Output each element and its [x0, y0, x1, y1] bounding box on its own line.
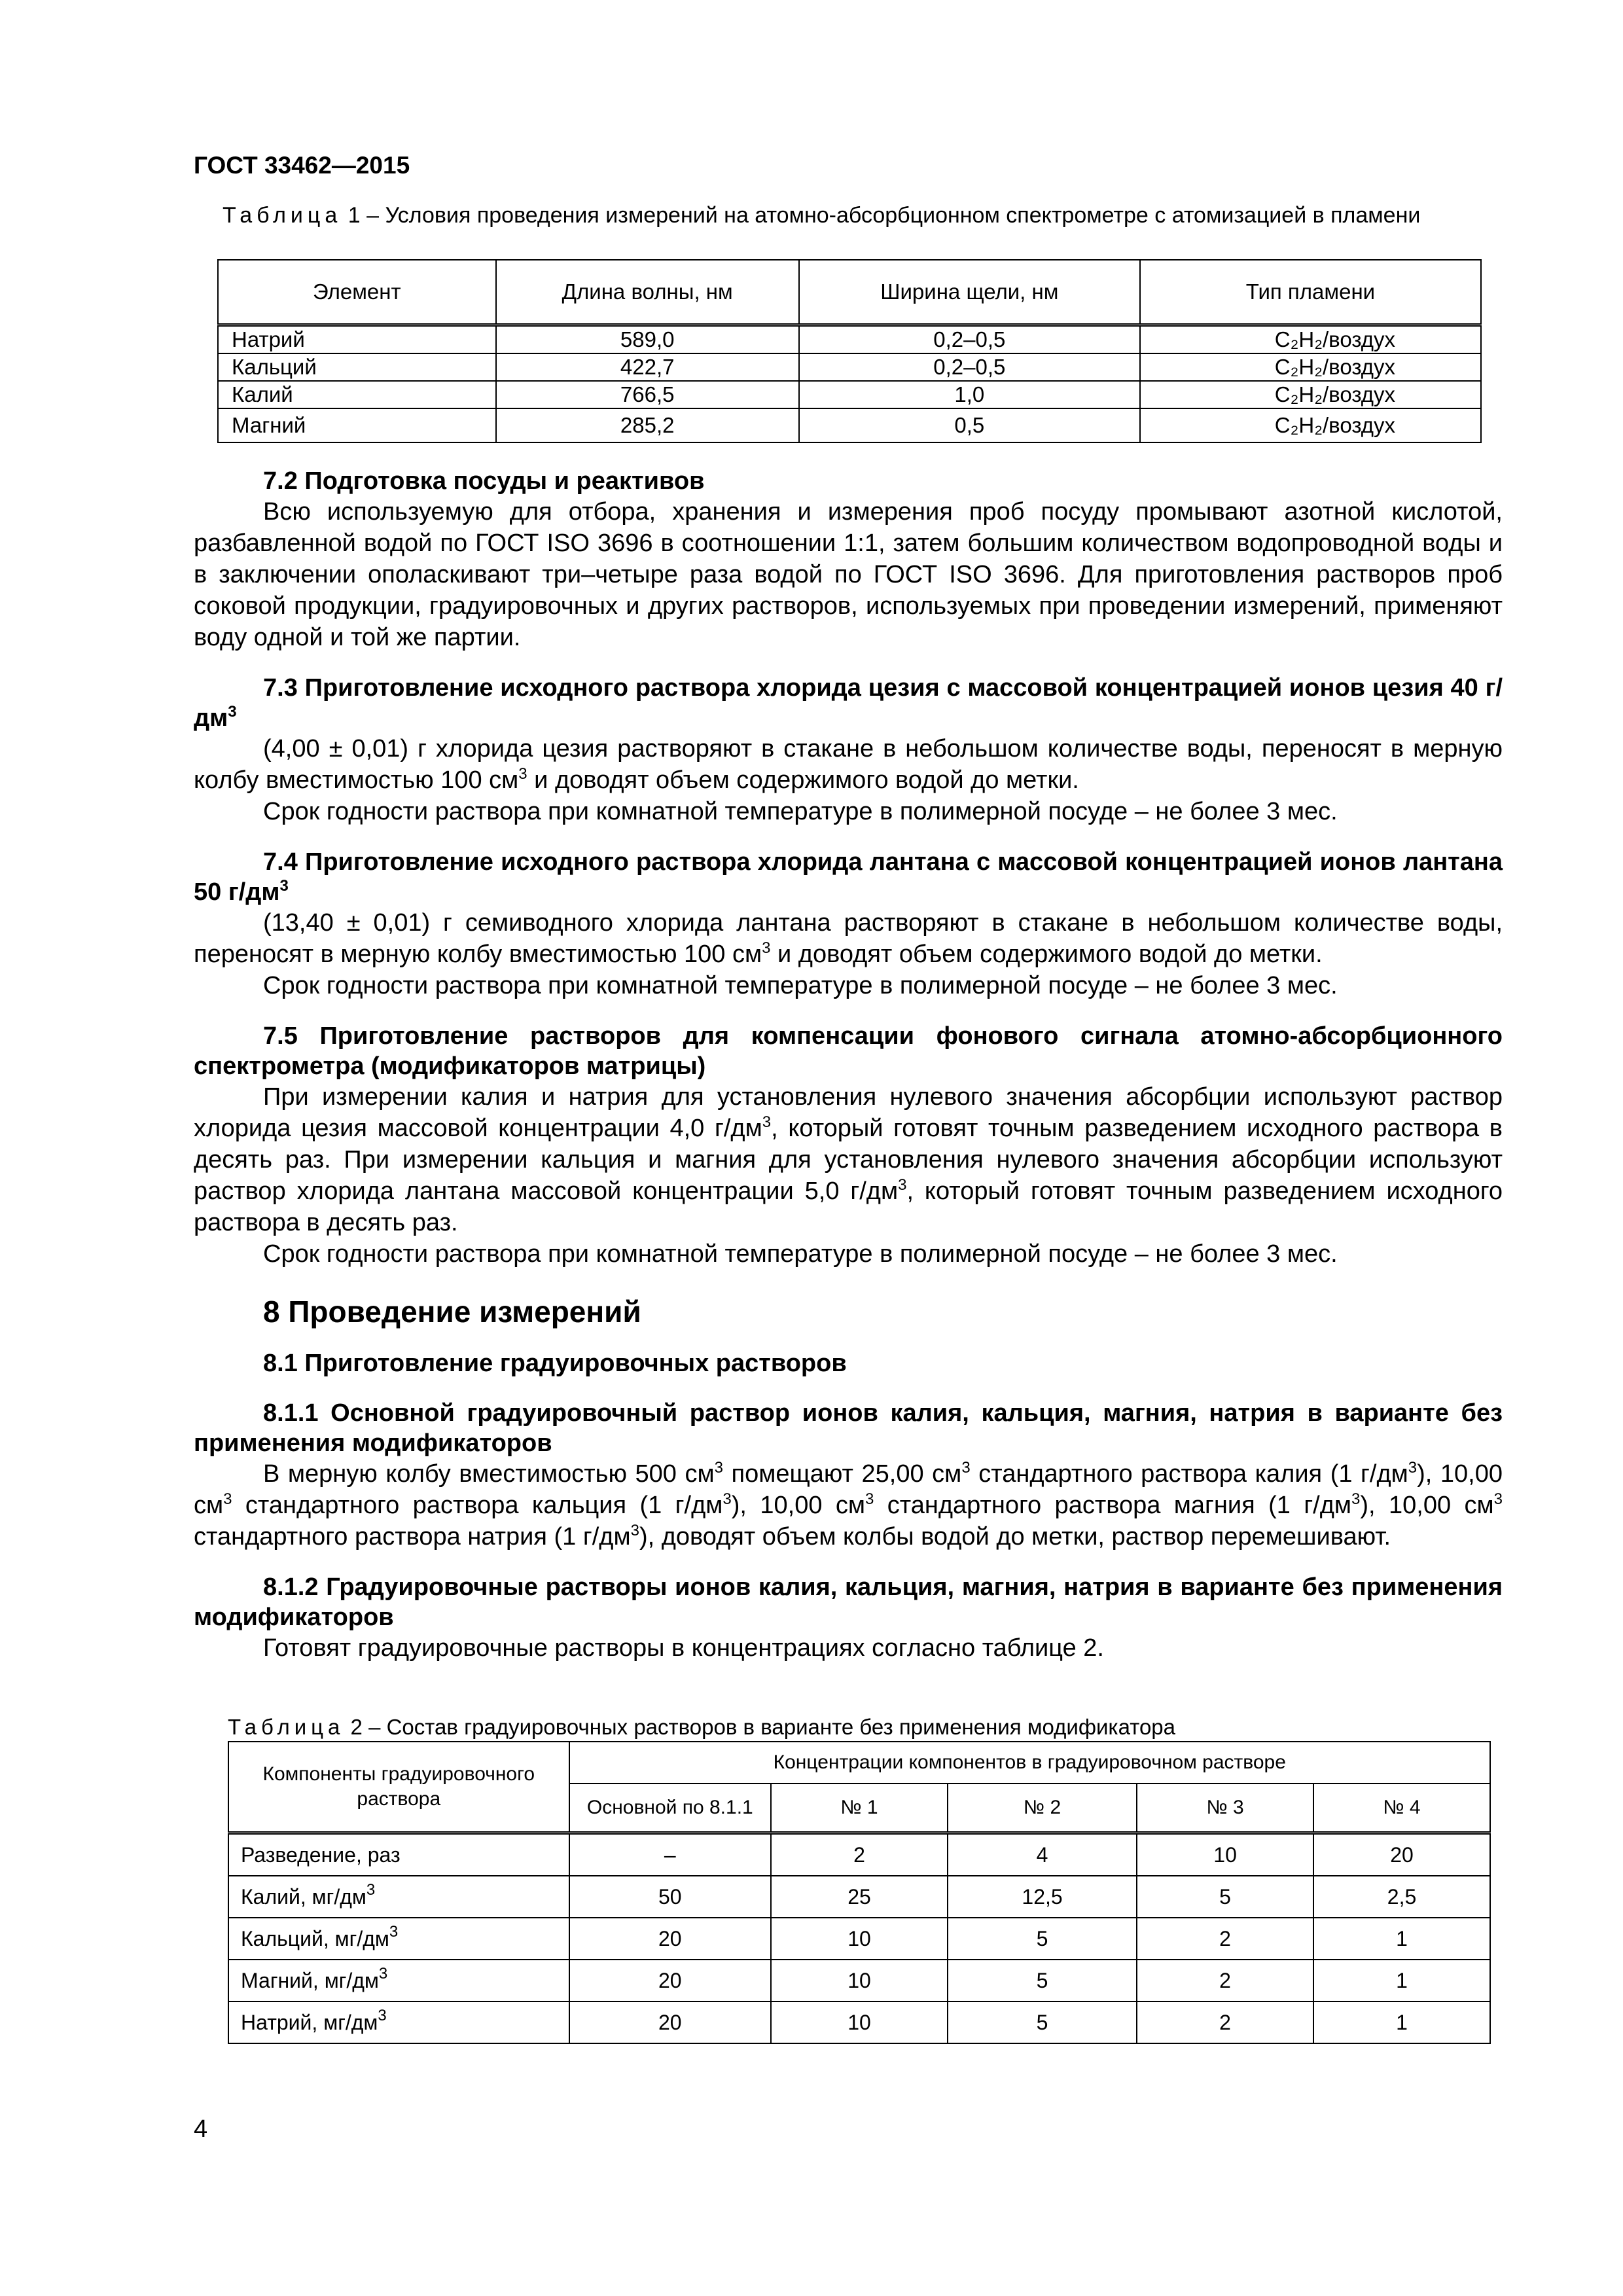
table1-wrap — [194, 259, 1482, 443]
text-span: стандартного раствора магния (1 г/дм — [874, 1492, 1352, 1519]
text-span: , который готовят точным разведением исходного раствора в десять раз. — [194, 1177, 1503, 1236]
superscript: 3 — [279, 877, 289, 895]
table2-row-label — [228, 1918, 569, 1960]
table1-cell: 0,2–0,5 — [799, 325, 1140, 354]
table1 — [217, 259, 1482, 443]
table2-cell: 2 — [1137, 1918, 1313, 1960]
table1-header-cell: Длина волны, нм — [496, 260, 799, 325]
section-7-2-paragraph: Всю используемую для отбора, хранения и измерения проб посуду промывают азотной кислотой, разбавленной водой по ГОСТ ISO 3696 в соотношении 1:1, затем большим количеством водопроводной воды и в заключении ополаскивают три–четыре раза водой по ГОСТ ISO 3696. Для приготовления растворов проб соковой продукции, градуировочных и других растворов, используемых при проведении измерений, применяют воду одной и той же партии. — [194, 498, 1503, 651]
table1-cell: C₂H₂/воздух — [1140, 408, 1481, 442]
table1-block — [223, 202, 1505, 229]
section-7-5-paragraph — [194, 1081, 1503, 1238]
table2-row-label — [228, 1960, 569, 2001]
table2-cell: 10 — [771, 1918, 948, 1960]
text-span: стандартного раствора калия (1 г/дм — [970, 1460, 1408, 1488]
table1-header-cell: Тип пламени — [1140, 260, 1481, 325]
text-span: ), 10,00 см — [194, 1460, 1503, 1519]
section-8-1-2-heading: 8.1.2 Градуировочные растворы ионов калия, кальция, магния, натрия в варианте без применения модификаторов — [194, 1573, 1503, 1631]
table2-cell: 5 — [948, 1918, 1137, 1960]
section-7-5-shelf-life: Срок годности раствора при комнатной температуре в полимерной посуде – не более 3 мес. — [263, 1240, 1338, 1268]
section-8-1-1-heading: 8.1.1 Основной градуировочный раствор ионов калия, кальция, магния, натрия в варианте без применения модификаторов — [194, 1399, 1503, 1457]
table1-cell: 422,7 — [496, 353, 799, 381]
section-8-1-heading: 8.1 Приготовление градуировочных растворов — [263, 1350, 847, 1377]
table2-cell: 1 — [1313, 1960, 1490, 2001]
section-7-4-heading — [194, 847, 1503, 907]
document-header: ГОСТ 33462—2015 — [194, 152, 410, 179]
table1-cell: 1,0 — [799, 381, 1140, 408]
table2-cell: 4 — [948, 1833, 1137, 1876]
table1-cell: C₂H₂/воздух — [1140, 381, 1481, 408]
table2-cell: 25 — [771, 1876, 948, 1918]
table-row — [218, 353, 1481, 381]
text-span: При измерении калия и натрия для установления нулевого значения абсорбции используют раствор хлорида цезия массовой концентрации 4,0 г/дм — [194, 1083, 1503, 1142]
table1-cell: Калий — [218, 381, 496, 408]
text-span: В мерную колбу вместимостью 500 см — [263, 1460, 715, 1488]
table2-cell: 20 — [569, 1918, 771, 1960]
table2-header-cell: № 2 — [948, 1784, 1137, 1833]
superscript: 3 — [228, 703, 237, 721]
section-7-3-heading-text: 7.3 Приготовление исходного раствора хлорида цезия с массовой концентрацией ионов цезия 40 г/дм — [194, 674, 1503, 732]
page-number: 4 — [194, 2115, 208, 2143]
table1-header-cell: Ширина щели, нм — [799, 260, 1140, 325]
section-7-4-shelf-life: Срок годности раствора при комнатной температуре в полимерной посуде – не более 3 мес. — [263, 972, 1338, 999]
section-7-3-shelf-life: Срок годности раствора при комнатной температуре в полимерной посуде – не более 3 мес. — [263, 798, 1338, 825]
table-row — [228, 1918, 1490, 1960]
text-span: ), доводят объем колбы водой до метки, раствор перемешивают. — [639, 1523, 1391, 1551]
table2-block — [228, 1713, 1510, 1741]
table1-cell: Натрий — [218, 325, 496, 354]
section-7-3-paragraph — [194, 733, 1503, 796]
table2-group-header: Концентрации компонентов в градуировочном растворе — [569, 1742, 1490, 1784]
superscript: 3 — [378, 2006, 387, 2024]
text-span: стандартного раствора кальция (1 г/дм — [232, 1492, 723, 1519]
table2-cell: 50 — [569, 1876, 771, 1918]
table2-cell: 20 — [569, 1960, 771, 2001]
text-span: помещают 25,00 см — [722, 1460, 962, 1488]
table1-cell: 589,0 — [496, 325, 799, 354]
table2-wrap — [194, 1741, 1491, 2044]
table2-caption-text: 2 – Состав градуировочных растворов в варианте без применения модификатора — [344, 1715, 1176, 1739]
text-span: ), 10,00 см — [1360, 1492, 1494, 1519]
table2-header-cell: Основной по 8.1.1 — [569, 1784, 771, 1833]
superscript: 3 — [762, 939, 771, 957]
table2-header-row — [228, 1742, 1490, 1784]
superscript: 3 — [961, 1459, 971, 1477]
table2-header-cell: Компоненты градуировочного раствора — [228, 1742, 569, 1833]
table1-cell: C₂H₂/воздух — [1140, 353, 1481, 381]
section-8-heading: 8 Проведение измерений — [263, 1295, 641, 1329]
table2-cell: 12,5 — [948, 1876, 1137, 1918]
table2-row-label — [228, 1833, 569, 1876]
table2-cell: 2 — [1137, 1960, 1313, 2001]
section-8-1-2-paragraph: Готовят градуировочные растворы в концентрациях согласно таблице 2. — [263, 1634, 1104, 1662]
table1-header-cell: Элемент — [218, 260, 496, 325]
table2-cell: 1 — [1313, 2001, 1490, 2043]
table1-cell: 0,5 — [799, 408, 1140, 442]
superscript: 3 — [366, 1880, 376, 1899]
table2-cell: 5 — [948, 2001, 1137, 2043]
text-span: (4,00 ± 0,01) г хлорида цезия растворяют в стакане в небольшом количестве воды, переносят в мерную колбу вместимостью 100 см — [194, 735, 1503, 794]
table1-cell: Магний — [218, 408, 496, 442]
text-body — [194, 466, 1503, 1664]
table2 — [228, 1741, 1491, 2044]
table1-caption-word: Таблица — [223, 203, 342, 228]
text-span: Магний, мг/дм — [241, 1968, 379, 1992]
superscript: 3 — [378, 1964, 388, 1982]
text-span: (13,40 ± 0,01) г семиводного хлорида лантана растворяют в стакане в небольшом количестве воды, переносят в мерную колбу вместимостью 100 см — [194, 909, 1503, 968]
table2-cell: 1 — [1313, 1918, 1490, 1960]
table2-cell: 20 — [569, 2001, 771, 2043]
section-7-5-heading: 7.5 Приготовление растворов для компенсации фонового сигнала атомно-абсорбционного спектрометра (модификаторов матрицы) — [194, 1022, 1503, 1080]
table1-caption — [223, 202, 1505, 229]
table2-caption-word: Таблица — [228, 1715, 345, 1739]
section-8-1-1-paragraph — [194, 1458, 1503, 1552]
table-row — [228, 1960, 1490, 2001]
text-span: Калий, мг/дм — [241, 1884, 366, 1909]
table1-cell: 0,2–0,5 — [799, 353, 1140, 381]
table-row — [228, 2001, 1490, 2043]
text-span: стандартного раствора натрия (1 г/дм — [194, 1523, 631, 1551]
superscript: 3 — [762, 1113, 772, 1131]
table2-header-cell: № 4 — [1313, 1784, 1490, 1833]
text-span: Натрий, мг/дм — [241, 2010, 378, 2034]
table2-cell: 2 — [1137, 2001, 1313, 2043]
superscript: 3 — [223, 1490, 232, 1508]
table1-cell: 766,5 — [496, 381, 799, 408]
table-row — [228, 1876, 1490, 1918]
section-7-4-heading-text: 7.4 Приготовление исходного раствора хлорида лантана с массовой концентрацией ионов лантана 50 г/дм — [194, 848, 1503, 906]
table2-cell: 2 — [771, 1833, 948, 1876]
table2-cell: – — [569, 1833, 771, 1876]
table2-caption — [228, 1713, 1510, 1741]
text-span: и доводят объем содержимого водой до метки. — [527, 766, 1079, 794]
section-7-4-paragraph — [194, 907, 1503, 970]
table1-cell: Кальций — [218, 353, 496, 381]
table2-header-cell: № 3 — [1137, 1784, 1313, 1833]
table-row — [218, 381, 1481, 408]
table2-row-label — [228, 1876, 569, 1918]
superscript: 3 — [389, 1922, 399, 1941]
table-row — [228, 1833, 1490, 1876]
superscript: 3 — [898, 1176, 907, 1194]
table2-cell: 2,5 — [1313, 1876, 1490, 1918]
table1-cell: C₂H₂/воздух — [1140, 325, 1481, 354]
superscript: 3 — [865, 1490, 874, 1508]
table-row — [218, 325, 1481, 354]
section-7-3-heading — [194, 673, 1503, 733]
table1-caption-text: 1 – Условия проведения измерений на атомно-абсорбционном спектрометре с атомизацией в пламени — [342, 203, 1421, 228]
superscript: 3 — [518, 765, 527, 783]
table2-cell: 5 — [948, 1960, 1137, 2001]
superscript: 3 — [722, 1490, 732, 1508]
table2-cell: 10 — [771, 2001, 948, 2043]
table-row — [218, 408, 1481, 442]
table2-cell: 10 — [771, 1960, 948, 2001]
table1-header-row — [218, 260, 1481, 325]
superscript: 3 — [1351, 1490, 1361, 1508]
table1-cell: 285,2 — [496, 408, 799, 442]
superscript: 3 — [714, 1459, 723, 1477]
superscript: 3 — [1408, 1459, 1418, 1477]
superscript: 3 — [1493, 1490, 1503, 1508]
text-span: ), 10,00 см — [731, 1492, 865, 1519]
table2-header-cell: № 1 — [771, 1784, 948, 1833]
superscript: 3 — [630, 1522, 639, 1539]
section-7-2-heading: 7.2 Подготовка посуды и реактивов — [263, 467, 705, 495]
table2-cell: 20 — [1313, 1833, 1490, 1876]
table2-row-label — [228, 2001, 569, 2043]
text-span: Разведение, раз — [241, 1842, 401, 1867]
text-span: Кальций, мг/дм — [241, 1926, 389, 1950]
text-span: и доводят объем содержимого водой до метки. — [770, 941, 1323, 968]
text-span: , который готовят точным разведением исходного раствора в десять раз. При измерении кальция и магния для установления нулевого значения абсорбции используют раствор хлорида лантана массовой концентрации 5,0 г/дм — [194, 1115, 1503, 1205]
table2-cell: 10 — [1137, 1833, 1313, 1876]
table2-cell: 5 — [1137, 1876, 1313, 1918]
